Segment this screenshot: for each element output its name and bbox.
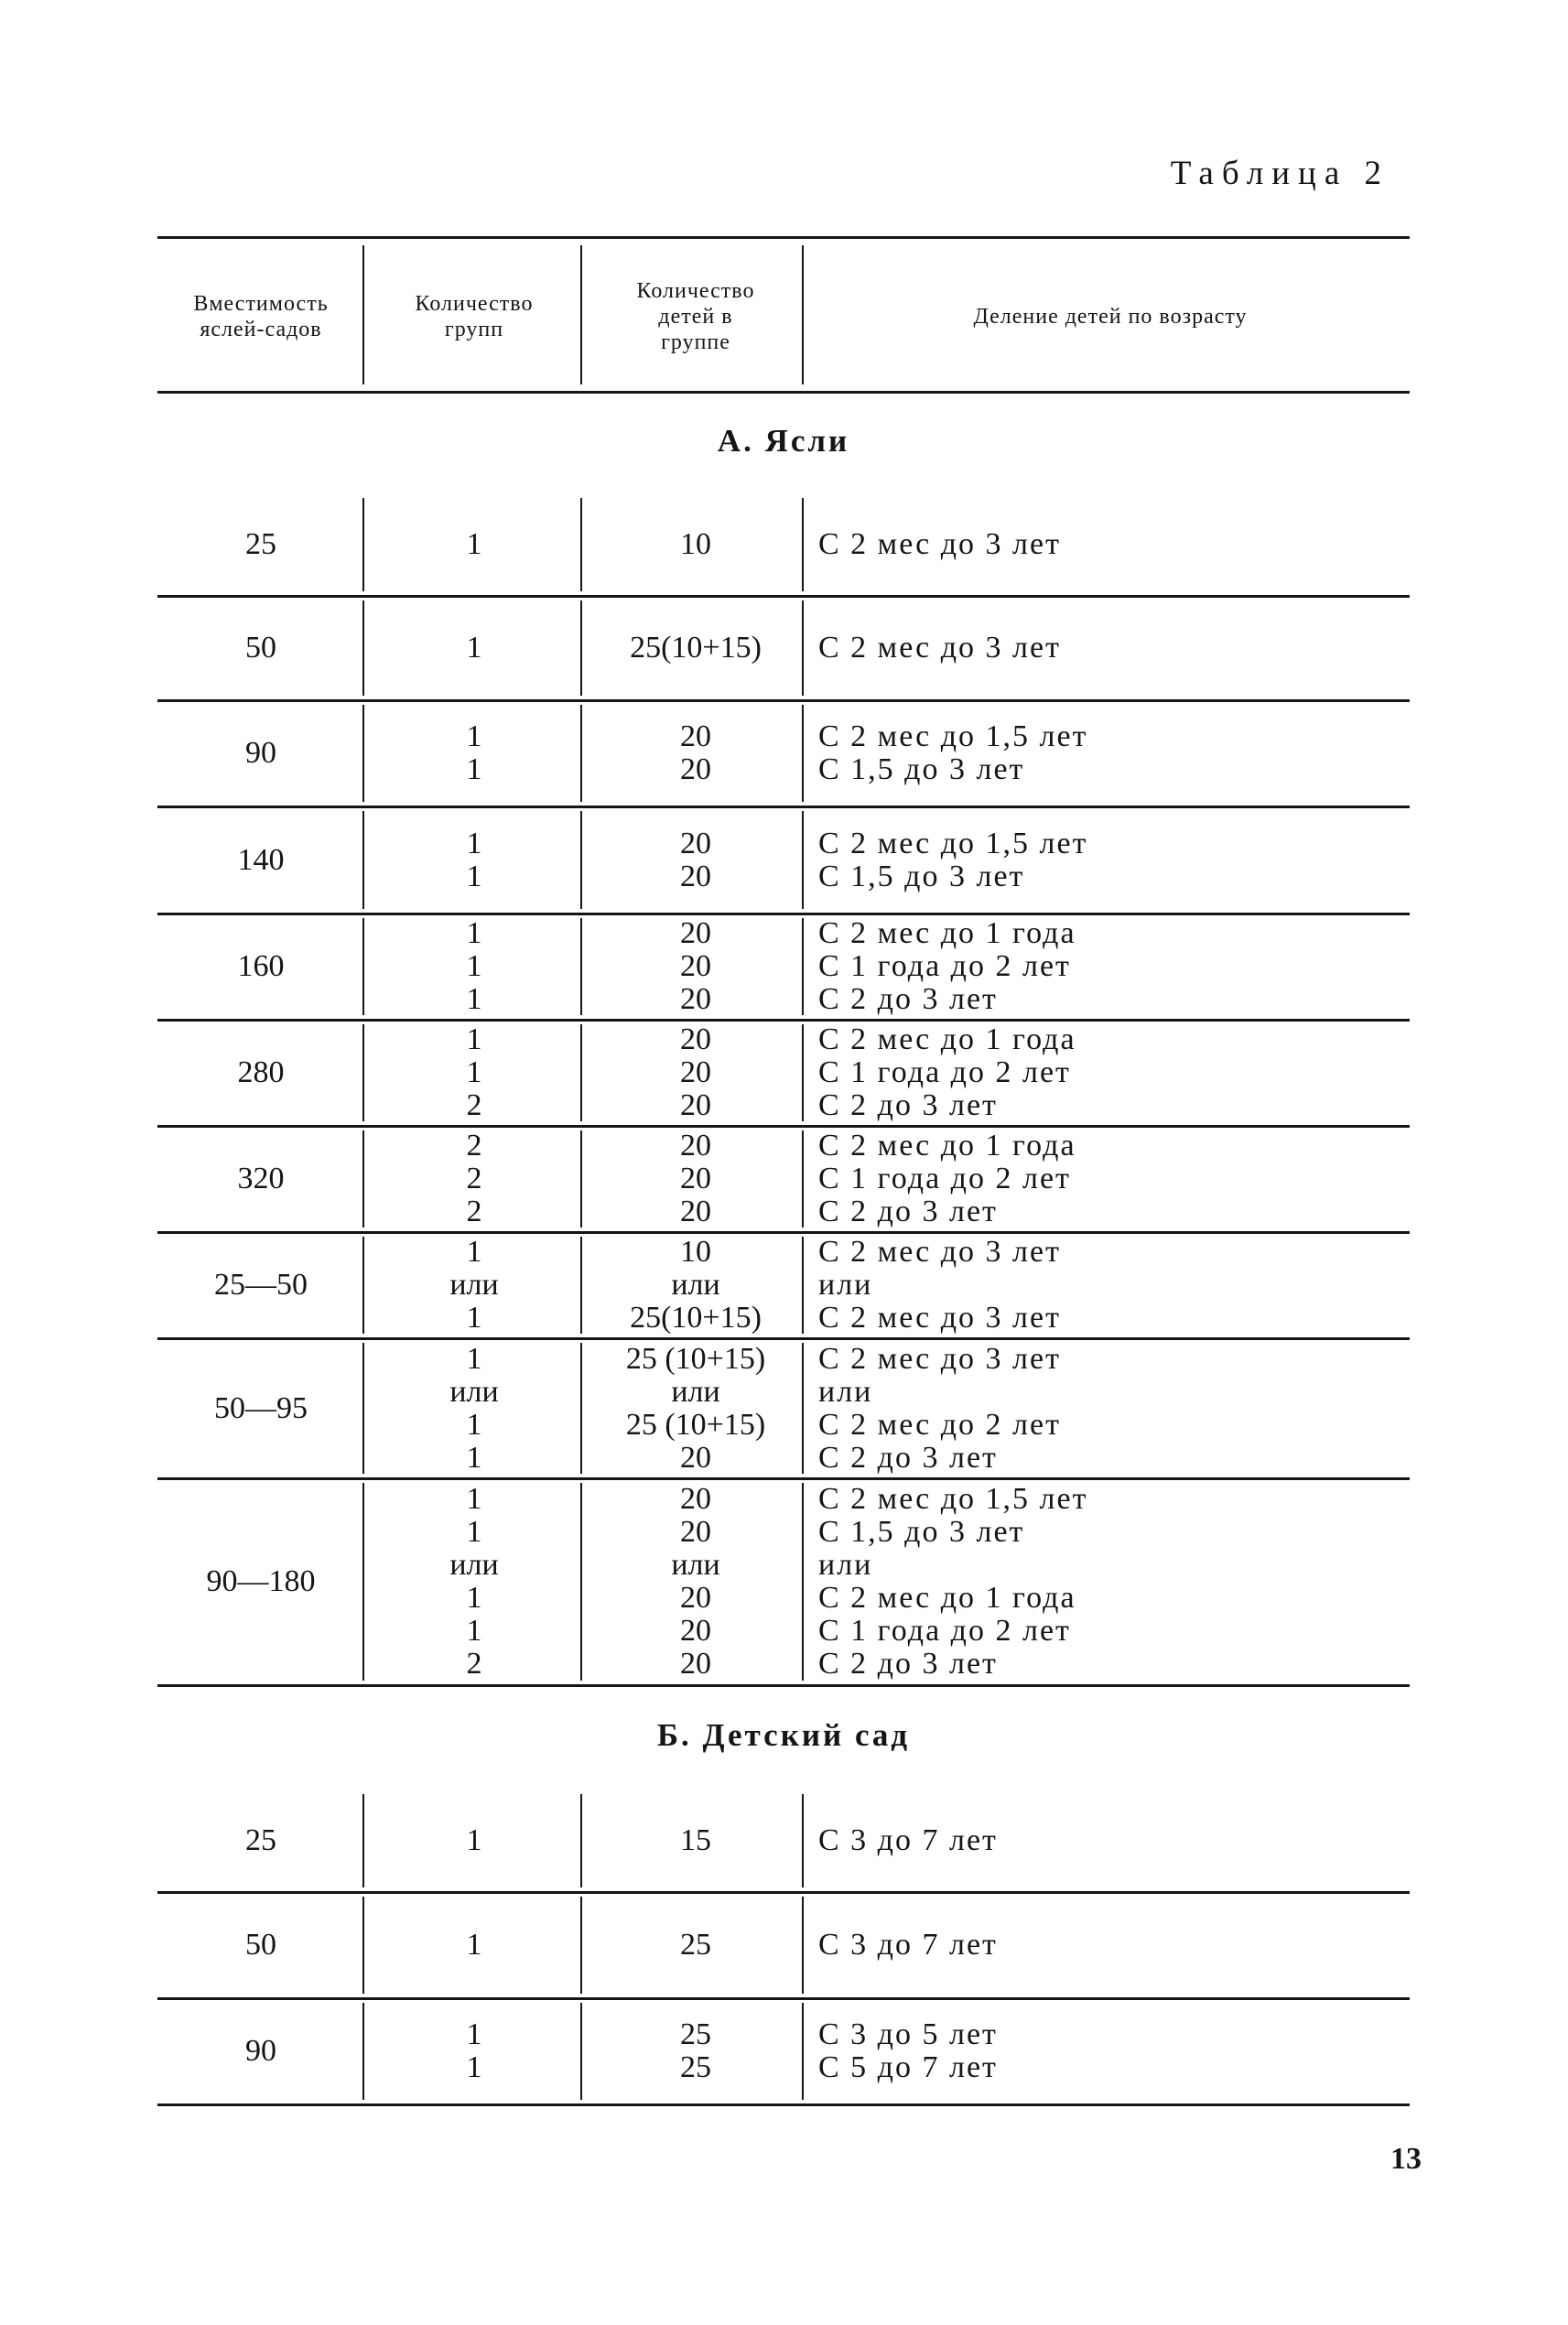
- age-division-cell: [813, 701, 1413, 806]
- capacity-value: 25: [245, 1823, 276, 1857]
- groups-value: 1: [466, 949, 482, 983]
- capacity-cell: [157, 1999, 364, 2103]
- groups-value: 1: [466, 1341, 482, 1376]
- capacity-cell: [157, 1479, 364, 1684]
- age-division-value: или: [818, 1374, 873, 1409]
- capacity-cell: [157, 494, 364, 595]
- age-division-value: С 3 до 5 лет: [818, 2017, 998, 2051]
- age-division-value: С 1 года до 2 лет: [818, 1614, 1071, 1648]
- age-division-value: С 1,5 до 3 лет: [818, 1515, 1025, 1549]
- groups-value: 1: [466, 1614, 482, 1648]
- groups-value: 1: [466, 1581, 482, 1615]
- children-cell: [586, 1479, 806, 1684]
- age-division-cell: [813, 1339, 1413, 1477]
- groups-cell: [364, 1233, 584, 1337]
- age-division-value: С 2 до 3 лет: [818, 982, 998, 1016]
- capacity-value: 25—50: [214, 1268, 308, 1302]
- age-division-cell: [813, 1479, 1413, 1684]
- children-value: 20: [680, 826, 711, 860]
- groups-value: 2: [466, 1088, 482, 1122]
- children-cell: [586, 494, 806, 595]
- age-division-value: С 5 до 7 лет: [818, 2050, 998, 2084]
- groups-value: 1: [466, 1482, 482, 1516]
- age-division-value: С 2 мес до 1 года: [818, 916, 1076, 950]
- children-value: 25(10+15): [630, 1301, 762, 1335]
- groups-cell: [364, 914, 584, 1019]
- header-capacity: [157, 245, 364, 388]
- rule-top: [157, 236, 1410, 239]
- groups-value: или: [449, 1374, 499, 1409]
- age-division-value: С 2 до 3 лет: [818, 1195, 998, 1228]
- groups-cell: [364, 1893, 584, 1997]
- age-division-value: С 2 мес до 1 года: [818, 1129, 1076, 1162]
- age-division-value: С 2 мес до 3 лет: [818, 527, 1061, 561]
- header-text: Деление детей по возрасту: [973, 305, 1248, 329]
- children-value: 20: [680, 982, 711, 1016]
- header-age-division: [813, 245, 1408, 388]
- groups-value: 1: [466, 1440, 482, 1475]
- page-number: 13: [1390, 2142, 1422, 2176]
- groups-value: 1: [466, 631, 482, 665]
- children-value: или: [671, 1548, 720, 1582]
- age-division-value: С 2 мес до 1,5 лет: [818, 1482, 1088, 1516]
- groups-value: или: [449, 1268, 499, 1302]
- children-cell: [586, 1127, 806, 1231]
- groups-value: 1: [466, 752, 482, 786]
- capacity-cell: [157, 914, 364, 1019]
- children-value: 20: [680, 1195, 711, 1228]
- children-value: 10: [680, 1235, 711, 1269]
- age-division-cell: [813, 1790, 1413, 1891]
- capacity-cell: [157, 1021, 364, 1125]
- capacity-value: 90: [245, 736, 276, 770]
- groups-cell: [364, 701, 584, 806]
- capacity-cell: [157, 1233, 364, 1337]
- age-division-value: С 2 мес до 3 лет: [818, 1301, 1061, 1335]
- children-value: 20: [680, 1055, 711, 1089]
- children-value: 20: [680, 1440, 711, 1475]
- capacity-value: 50—95: [214, 1390, 308, 1425]
- children-cell: [586, 1339, 806, 1477]
- groups-cell: [364, 1339, 584, 1477]
- capacity-cell: [157, 1127, 364, 1231]
- children-value: 20: [680, 1088, 711, 1122]
- age-division-cell: [813, 1021, 1413, 1125]
- children-value: 20: [680, 1647, 711, 1681]
- children-value: 20: [680, 1515, 711, 1549]
- groups-value: или: [449, 1548, 499, 1582]
- age-division-value: С 2 мес до 1 года: [818, 1581, 1076, 1615]
- header-text: Количество: [636, 279, 755, 303]
- children-value: 20: [680, 719, 711, 753]
- header-text: группе: [661, 330, 730, 354]
- age-division-value: С 2 мес до 3 лет: [818, 631, 1061, 665]
- children-cell: [586, 1999, 806, 2103]
- rule-header-bottom: [157, 391, 1410, 394]
- groups-cell: [364, 597, 584, 699]
- row-rule: [157, 1684, 1410, 1687]
- groups-value: 1: [466, 1055, 482, 1089]
- capacity-cell: [157, 1893, 364, 1997]
- children-cell: [586, 1021, 806, 1125]
- header-groups: [364, 245, 584, 388]
- age-division-cell: [813, 914, 1413, 1019]
- age-division-cell: [813, 494, 1413, 595]
- children-value: 25 (10+15): [625, 1407, 766, 1442]
- age-division-value: С 1 года до 2 лет: [818, 1162, 1071, 1195]
- groups-value: 2: [466, 1129, 482, 1162]
- children-value: 20: [680, 859, 711, 893]
- age-division-value: С 2 мес до 1,5 лет: [818, 719, 1088, 753]
- children-cell: [586, 1233, 806, 1337]
- capacity-value: 140: [237, 842, 285, 877]
- age-division-value: С 2 мес до 2 лет: [818, 1407, 1061, 1442]
- groups-cell: [364, 1021, 584, 1125]
- children-cell: [586, 597, 806, 699]
- children-value: 15: [680, 1823, 711, 1857]
- age-division-value: или: [818, 1268, 873, 1302]
- groups-value: 2: [466, 1647, 482, 1681]
- section-title-kindergarten: Б. Детский сад: [656, 1717, 911, 1753]
- children-value: 20: [680, 949, 711, 983]
- table-caption: Таблица 2: [1170, 155, 1390, 192]
- age-division-value: С 2 мес до 1,5 лет: [818, 826, 1088, 860]
- capacity-cell: [157, 701, 364, 806]
- groups-value: 1: [466, 1301, 482, 1335]
- children-cell: [586, 807, 806, 913]
- capacity-value: 50: [245, 1928, 276, 1962]
- header-children: [586, 245, 806, 388]
- children-value: 20: [680, 1614, 711, 1648]
- header-text: детей в: [658, 305, 733, 329]
- capacity-value: 90: [245, 2034, 276, 2068]
- children-cell: [586, 1893, 806, 1997]
- age-division-cell: [813, 807, 1413, 913]
- row-rule: [157, 2103, 1410, 2106]
- groups-value: 1: [466, 859, 482, 893]
- age-division-value: С 2 мес до 3 лет: [818, 1341, 1061, 1376]
- section-title-nursery: А. Ясли: [717, 423, 850, 459]
- header-text: групп: [444, 318, 504, 341]
- age-division-value: или: [818, 1548, 873, 1582]
- children-value: или: [671, 1268, 720, 1302]
- age-division-value: С 1 года до 2 лет: [818, 1055, 1071, 1089]
- groups-value: 1: [466, 1235, 482, 1269]
- age-division-cell: [813, 1999, 1413, 2103]
- groups-cell: [364, 1999, 584, 2103]
- capacity-value: 25: [245, 527, 276, 561]
- age-division-value: С 1,5 до 3 лет: [818, 752, 1025, 786]
- children-value: 20: [680, 1162, 711, 1195]
- children-value: 20: [680, 1581, 711, 1615]
- age-division-value: С 2 мес до 1 года: [818, 1022, 1076, 1056]
- children-cell: [586, 701, 806, 806]
- groups-value: 1: [466, 1823, 482, 1857]
- children-value: 20: [680, 1022, 711, 1056]
- age-division-value: С 1 года до 2 лет: [818, 949, 1071, 983]
- age-division-cell: [813, 1127, 1413, 1231]
- groups-value: 1: [466, 1928, 482, 1962]
- groups-value: 1: [466, 916, 482, 950]
- age-division-cell: [813, 1893, 1413, 1997]
- capacity-value: 280: [237, 1055, 285, 1089]
- children-value: 20: [680, 752, 711, 786]
- age-division-value: С 2 до 3 лет: [818, 1647, 998, 1681]
- age-division-value: С 3 до 7 лет: [818, 1928, 998, 1962]
- header-text: Количество: [415, 292, 534, 316]
- age-division-cell: [813, 1233, 1413, 1337]
- age-division-value: С 1,5 до 3 лет: [818, 859, 1025, 893]
- groups-cell: [364, 1127, 584, 1231]
- children-value: 25: [680, 1928, 711, 1962]
- children-value: или: [671, 1374, 720, 1409]
- header-text: яслей-садов: [200, 318, 322, 341]
- children-value: 25: [680, 2017, 711, 2051]
- age-division-value: С 2 до 3 лет: [818, 1088, 998, 1122]
- groups-value: 1: [466, 719, 482, 753]
- groups-value: 1: [466, 527, 482, 561]
- children-value: 25 (10+15): [625, 1341, 766, 1376]
- groups-value: 1: [466, 982, 482, 1016]
- age-division-value: С 2 до 3 лет: [818, 1440, 998, 1475]
- groups-cell: [364, 1790, 584, 1891]
- capacity-value: 320: [237, 1162, 285, 1195]
- children-value: 20: [680, 916, 711, 950]
- children-cell: [586, 914, 806, 1019]
- children-value: 20: [680, 1482, 711, 1516]
- groups-cell: [364, 807, 584, 913]
- children-cell: [586, 1790, 806, 1891]
- groups-value: 2: [466, 1195, 482, 1228]
- header-text: Вместимость: [193, 292, 329, 316]
- capacity-value: 160: [237, 949, 285, 983]
- age-division-value: С 3 до 7 лет: [818, 1823, 998, 1857]
- capacity-cell: [157, 1339, 364, 1477]
- children-value: 25: [680, 2050, 711, 2084]
- groups-value: 1: [466, 1022, 482, 1056]
- groups-value: 1: [466, 2017, 482, 2051]
- capacity-cell: [157, 807, 364, 913]
- age-division-value: С 2 мес до 3 лет: [818, 1235, 1061, 1269]
- groups-value: 1: [466, 826, 482, 860]
- groups-cell: [364, 1479, 584, 1684]
- groups-value: 2: [466, 1162, 482, 1195]
- children-value: 25(10+15): [630, 631, 762, 665]
- groups-cell: [364, 494, 584, 595]
- groups-value: 1: [466, 2050, 482, 2084]
- capacity-value: 90—180: [206, 1564, 316, 1598]
- groups-value: 1: [466, 1515, 482, 1549]
- age-division-cell: [813, 597, 1413, 699]
- capacity-value: 50: [245, 631, 276, 665]
- children-value: 10: [680, 527, 711, 561]
- capacity-cell: [157, 597, 364, 699]
- capacity-cell: [157, 1790, 364, 1891]
- children-value: 20: [680, 1129, 711, 1162]
- groups-value: 1: [466, 1407, 482, 1442]
